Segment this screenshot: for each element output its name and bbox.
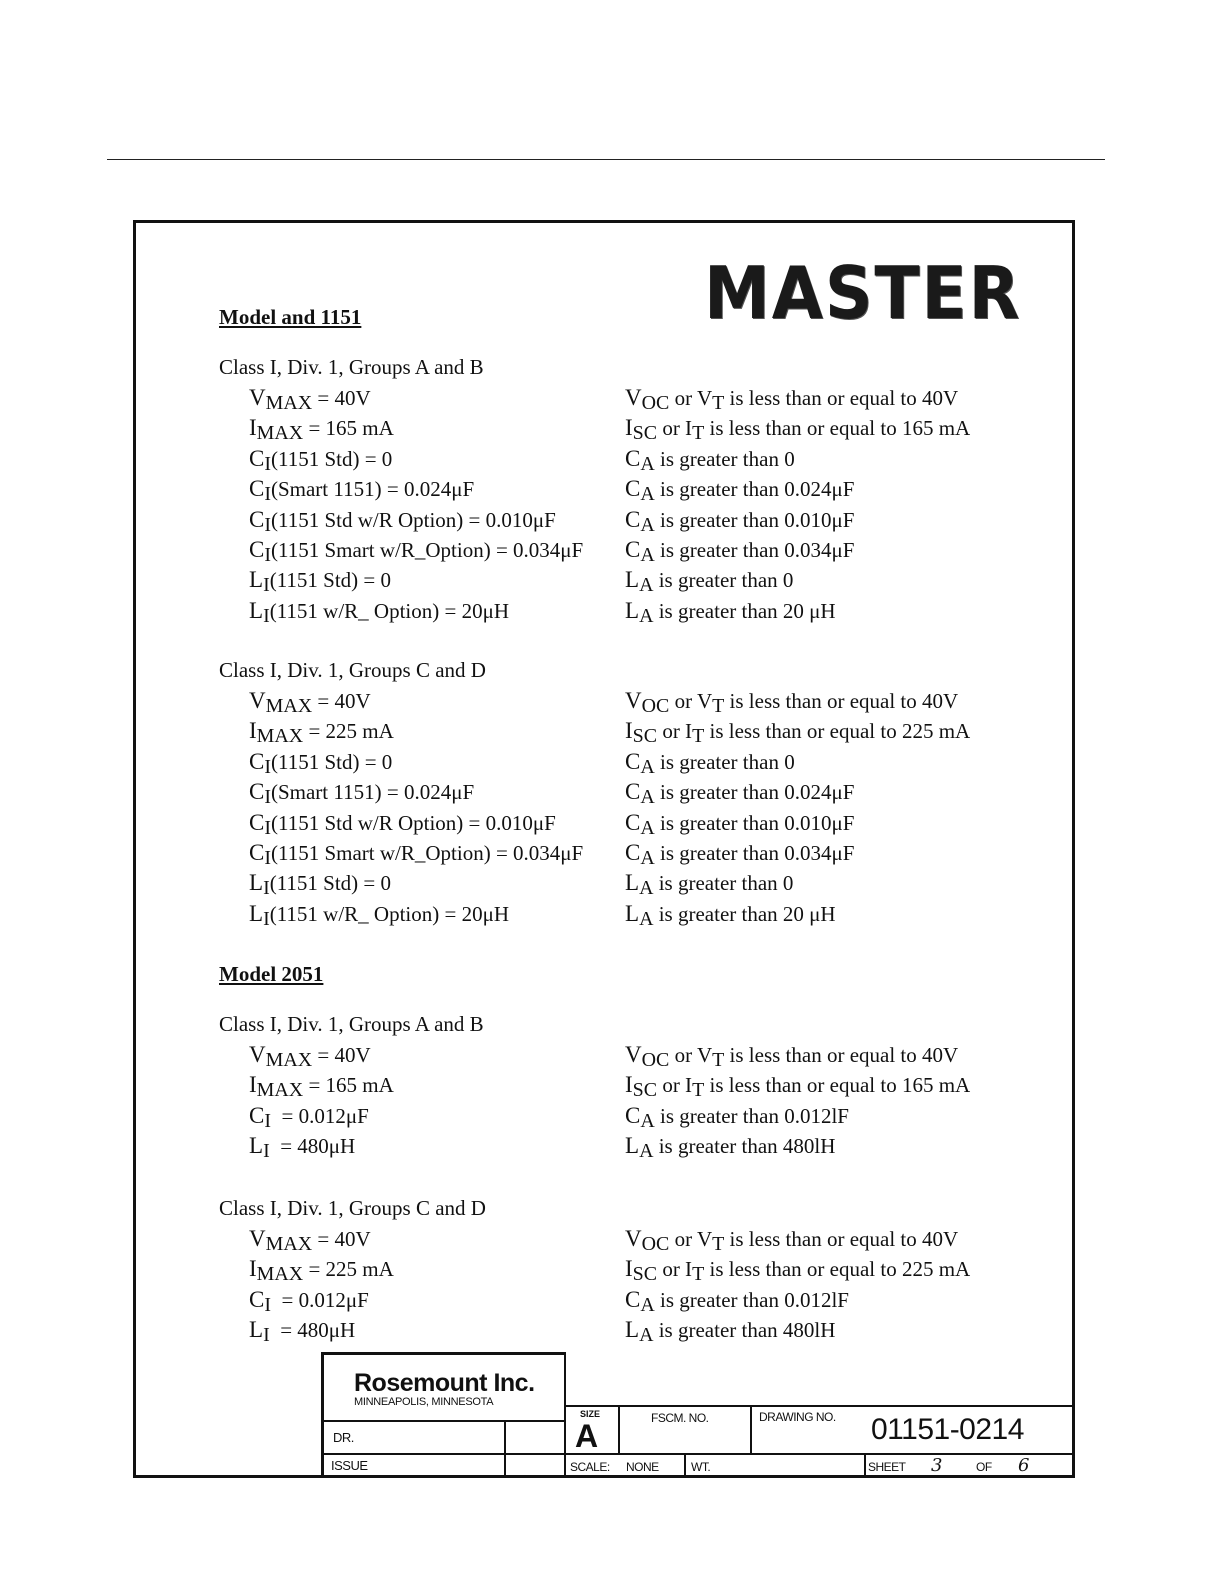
req-symbol: L (625, 900, 640, 926)
req-text: is greater than 0.012lF (654, 1103, 849, 1128)
req-text: or V (669, 386, 713, 410)
param-subscript: MAX (256, 725, 304, 748)
scale-label: SCALE: (570, 1460, 610, 1474)
req-subscript: OC (641, 695, 670, 717)
spec-parameter (249, 1042, 371, 1071)
req-symbol: L (625, 870, 640, 896)
req-subscript: A (640, 483, 655, 506)
param-symbol: I (249, 1072, 257, 1098)
param-subscript: I (264, 483, 271, 506)
spec-parameter (249, 688, 371, 717)
param-value: = 40V (312, 1043, 371, 1067)
spec-row (0, 537, 1224, 567)
spec-row (0, 385, 1224, 415)
param-symbol: L (249, 900, 264, 926)
fscm-label: FSCM. NO. (651, 1411, 709, 1425)
spec-parameter (249, 597, 510, 627)
spec-row (0, 1317, 1224, 1347)
req-subscript: A (640, 786, 655, 809)
wt-label: WT. (691, 1460, 711, 1474)
spec-row (0, 779, 1224, 809)
req-subscript: A (640, 513, 655, 536)
req-subscript: A (639, 1324, 654, 1347)
req-text: is greater than 0.034μF (654, 538, 855, 562)
param-symbol: C (249, 840, 265, 865)
req-subscript: A (640, 544, 655, 566)
req-subscript: A (640, 452, 655, 475)
spec-requirement (625, 476, 855, 506)
spec-row (0, 598, 1224, 628)
param-value: = 0.012μF (270, 1287, 369, 1312)
param-value: = 225 mA (303, 1257, 394, 1282)
spec-parameter (249, 445, 393, 475)
param-symbol: C (249, 537, 265, 562)
spec-row (0, 718, 1224, 748)
spec-row (0, 1287, 1224, 1317)
param-symbol: L (249, 597, 264, 623)
size-value: A (575, 1418, 599, 1454)
req-subscript: OC (641, 1233, 670, 1255)
param-symbol: L (249, 567, 264, 593)
req-text: is greater than 0.010μF (654, 507, 855, 532)
req-subscript: A (639, 574, 654, 597)
section-heading-model-1151: Model and 1151 (219, 305, 362, 329)
param-subscript: I (264, 1109, 271, 1132)
param-symbol: C (249, 476, 265, 502)
spec-parameter (249, 537, 584, 566)
req-subscript: A (639, 1140, 654, 1163)
req-subscript-2: T (712, 1233, 725, 1255)
param-symbol: C (249, 1286, 265, 1312)
req-symbol: C (625, 1286, 641, 1312)
param-symbol: V (249, 688, 266, 713)
spec-requirement (625, 567, 794, 597)
req-text: or I (657, 416, 693, 441)
spec-parameter (249, 748, 393, 778)
param-symbol: C (249, 506, 265, 532)
req-symbol: L (625, 597, 640, 623)
param-subscript: MAX (256, 1079, 304, 1102)
master-stamp: MASTER (704, 251, 1022, 335)
spec-row (0, 688, 1224, 718)
param-value: (1151 Std w/R Option) = 0.010μF (270, 810, 556, 835)
req-subscript: SC (632, 1263, 658, 1286)
req-symbol: C (625, 748, 641, 774)
company-location: MINNEAPOLIS, MINNESOTA (354, 1396, 494, 1408)
req-symbol: I (625, 1256, 633, 1282)
spec-parameter (249, 809, 556, 839)
param-subscript: I (264, 786, 271, 809)
req-symbol: C (625, 779, 641, 805)
req-symbol: C (625, 445, 641, 471)
spec-row (0, 1256, 1224, 1286)
spec-requirement (625, 1317, 836, 1347)
req-text: or V (669, 1043, 713, 1067)
spec-row (0, 446, 1224, 476)
req-symbol: V (625, 688, 642, 713)
spec-requirement (625, 1286, 849, 1316)
param-value: (1151 Std) = 0 (270, 749, 393, 774)
spec-parameter (249, 476, 475, 506)
param-symbol: I (249, 415, 257, 441)
req-text: is greater than 480lH (653, 1134, 836, 1159)
spec-parameter (249, 1286, 369, 1316)
sheet-value: 3 (931, 1455, 942, 1476)
req-text-2: is less than or equal to 40V (724, 386, 959, 410)
param-symbol: V (249, 1042, 266, 1067)
req-subscript: A (639, 907, 654, 930)
group-title: Class I, Div. 1, Groups A and B (219, 355, 484, 379)
param-subscript: MAX (256, 422, 304, 445)
req-symbol: C (625, 1102, 641, 1128)
param-subscript: I (263, 574, 270, 597)
spec-row (0, 1042, 1224, 1072)
top-rule (107, 159, 1105, 160)
param-symbol: L (249, 1317, 264, 1343)
req-text: or I (657, 1257, 693, 1282)
param-subscript: I (264, 1293, 271, 1316)
param-value: = 480μH (269, 1134, 356, 1159)
req-text: is greater than 0.024μF (654, 477, 855, 502)
req-symbol: V (625, 385, 642, 410)
spec-requirement (625, 748, 795, 778)
req-symbol: L (625, 567, 640, 593)
req-text: is greater than 0 (653, 871, 794, 896)
param-subscript: I (264, 816, 271, 839)
req-subscript: A (640, 755, 655, 778)
spec-parameter (249, 900, 510, 930)
param-subscript: I (264, 513, 271, 536)
spec-parameter (249, 1256, 394, 1286)
param-symbol: V (249, 1226, 266, 1251)
param-subscript: I (264, 847, 271, 869)
spec-row (0, 415, 1224, 445)
param-subscript: I (263, 604, 270, 627)
req-symbol: C (625, 476, 641, 502)
param-value: = 40V (312, 689, 371, 713)
req-symbol: C (625, 506, 641, 532)
spec-row (0, 1133, 1224, 1163)
of-label: OF (976, 1460, 992, 1474)
param-subscript: I (264, 544, 271, 566)
issue-label: ISSUE (331, 1458, 368, 1473)
req-symbol: I (625, 1072, 633, 1098)
spec-parameter (249, 840, 584, 869)
of-value: 6 (1018, 1455, 1029, 1476)
param-value: = 480μH (269, 1318, 356, 1343)
param-value: (1151 Smart w/R_Option) = 0.034μF (270, 841, 584, 865)
req-text: is greater than 0.034μF (654, 841, 855, 865)
spec-parameter (249, 1226, 371, 1255)
req-text: or I (657, 719, 693, 744)
spec-parameter (249, 1317, 356, 1347)
req-subscript: A (640, 1109, 655, 1132)
req-text-2: is less than or equal to 40V (724, 1227, 959, 1251)
req-text-2: is less than or equal to 225 mA (704, 1257, 971, 1282)
company-name: Rosemount Inc. (354, 1369, 535, 1397)
spec-requirement (625, 809, 855, 839)
req-subscript-2: T (692, 422, 705, 445)
req-subscript-2: T (692, 1079, 705, 1102)
param-value: = 225 mA (303, 719, 394, 744)
param-symbol: L (249, 870, 264, 896)
param-symbol: C (249, 748, 265, 774)
req-subscript: SC (632, 725, 658, 748)
spec-row (0, 567, 1224, 597)
req-text-2: is less than or equal to 165 mA (704, 416, 971, 441)
param-symbol: C (249, 1102, 265, 1128)
req-symbol: L (625, 1133, 640, 1159)
spec-requirement (625, 718, 971, 748)
drawing-number: 01151-0214 (871, 1413, 1024, 1446)
spec-requirement (625, 1226, 959, 1255)
req-subscript-2: T (692, 1263, 705, 1286)
req-text: or I (657, 1073, 693, 1098)
param-subscript: I (263, 1140, 270, 1163)
spec-requirement (625, 688, 959, 717)
req-text: is greater than 0 (654, 749, 795, 774)
spec-row (0, 1226, 1224, 1256)
param-subscript: I (263, 907, 270, 930)
req-text: is greater than 20 μH (653, 901, 836, 926)
spec-requirement (625, 537, 855, 566)
spec-row (0, 810, 1224, 840)
req-text-2: is less than or equal to 225 mA (704, 719, 971, 744)
req-subscript: SC (632, 422, 658, 445)
dr-label: DR. (333, 1430, 354, 1445)
req-text: is greater than 0 (653, 568, 794, 593)
spec-requirement (625, 900, 836, 930)
param-value: = 0.012μF (270, 1103, 369, 1128)
param-subscript: I (263, 1324, 270, 1347)
spec-requirement (625, 445, 795, 475)
sheet-label: SHEET (868, 1460, 906, 1474)
spec-requirement (625, 1133, 836, 1163)
param-subscript: MAX (265, 695, 313, 717)
param-value: (1151 Std) = 0 (269, 871, 392, 896)
param-value: (1151 w/R_ Option) = 20μH (269, 598, 510, 623)
req-subscript: OC (641, 1049, 670, 1071)
req-subscript: A (640, 1293, 655, 1316)
group-title: Class I, Div. 1, Groups C and D (219, 1196, 486, 1220)
req-text: is greater than 480lH (653, 1318, 836, 1343)
req-symbol: L (625, 1317, 640, 1343)
req-subscript-2: T (712, 1049, 725, 1071)
spec-requirement (625, 1072, 971, 1102)
req-text: is greater than 0.012lF (654, 1287, 849, 1312)
param-value: (1151 Std w/R Option) = 0.010μF (270, 507, 556, 532)
param-symbol: V (249, 385, 266, 410)
req-symbol: C (625, 537, 641, 562)
spec-row (0, 1072, 1224, 1102)
req-text: is greater than 0.024μF (654, 780, 855, 805)
req-text-2: is less than or equal to 165 mA (704, 1073, 971, 1098)
req-symbol: I (625, 718, 633, 744)
spec-parameter (249, 1133, 356, 1163)
spec-row (0, 1103, 1224, 1133)
spec-row (0, 507, 1224, 537)
param-value: (1151 Smart w/R_Option) = 0.034μF (270, 538, 584, 562)
spec-parameter (249, 1102, 369, 1132)
param-subscript: I (264, 755, 271, 778)
req-subscript: OC (641, 392, 670, 414)
req-subscript-2: T (712, 695, 725, 717)
req-subscript: A (639, 877, 654, 900)
req-text-2: is less than or equal to 40V (724, 1043, 959, 1067)
param-symbol: L (249, 1133, 264, 1159)
spec-requirement (625, 1042, 959, 1071)
param-value: (1151 Std) = 0 (270, 446, 393, 471)
param-value: = 165 mA (303, 416, 394, 441)
param-symbol: C (249, 779, 265, 805)
param-value: (1151 Std) = 0 (269, 568, 392, 593)
spec-row (0, 749, 1224, 779)
spec-row (0, 901, 1224, 931)
spec-parameter (249, 567, 392, 597)
req-text: or V (669, 689, 713, 713)
req-subscript: A (640, 847, 655, 869)
param-value: = 40V (312, 1227, 371, 1251)
spec-parameter (249, 506, 556, 536)
spec-requirement (625, 1256, 971, 1286)
section-heading-model-2051: Model 2051 (219, 962, 324, 986)
req-text: or V (669, 1227, 713, 1251)
req-symbol: C (625, 840, 641, 865)
param-symbol: C (249, 809, 265, 835)
req-symbol: C (625, 809, 641, 835)
param-value: = 40V (312, 386, 371, 410)
param-symbol: I (249, 1256, 257, 1282)
param-value: = 165 mA (303, 1073, 394, 1098)
param-subscript: MAX (265, 1049, 313, 1071)
spec-requirement (625, 779, 855, 809)
req-text: is greater than 20 μH (653, 598, 836, 623)
size-label: SIZE (580, 1409, 601, 1419)
spec-row (0, 870, 1224, 900)
req-symbol: I (625, 415, 633, 441)
spec-row (0, 840, 1224, 870)
spec-parameter (249, 415, 394, 445)
spec-parameter (249, 779, 475, 809)
spec-parameter (249, 718, 394, 748)
param-value: (Smart 1151) = 0.024μF (270, 477, 475, 502)
spec-requirement (625, 385, 959, 414)
spec-row (0, 476, 1224, 506)
param-symbol: C (249, 445, 265, 471)
spec-requirement (625, 870, 794, 900)
spec-parameter (249, 1072, 394, 1102)
group-title: Class I, Div. 1, Groups C and D (219, 658, 486, 682)
drawing-no-label: DRAWING NO. (759, 1410, 836, 1424)
spec-requirement (625, 597, 836, 627)
param-subscript: I (264, 452, 271, 475)
param-symbol: I (249, 718, 257, 744)
req-symbol: V (625, 1226, 642, 1251)
req-text: is greater than 0 (654, 446, 795, 471)
param-value: (1151 w/R_ Option) = 20μH (269, 901, 510, 926)
req-text-2: is less than or equal to 40V (724, 689, 959, 713)
req-subscript-2: T (712, 392, 725, 414)
req-subscript: A (640, 816, 655, 839)
spec-requirement (625, 840, 855, 869)
param-subscript: MAX (265, 392, 313, 414)
param-subscript: MAX (256, 1263, 304, 1286)
spec-requirement (625, 506, 855, 536)
spec-requirement (625, 415, 971, 445)
req-subscript: A (639, 604, 654, 627)
spec-parameter (249, 385, 371, 414)
param-value: (Smart 1151) = 0.024μF (270, 780, 475, 805)
spec-requirement (625, 1102, 849, 1132)
req-subscript: SC (632, 1079, 658, 1102)
spec-parameter (249, 870, 392, 900)
param-subscript: I (263, 877, 270, 900)
group-title: Class I, Div. 1, Groups A and B (219, 1012, 484, 1036)
param-subscript: MAX (265, 1233, 313, 1255)
scale-value: NONE (626, 1460, 659, 1474)
req-subscript-2: T (692, 725, 705, 748)
req-text: is greater than 0.010μF (654, 810, 855, 835)
req-symbol: V (625, 1042, 642, 1067)
